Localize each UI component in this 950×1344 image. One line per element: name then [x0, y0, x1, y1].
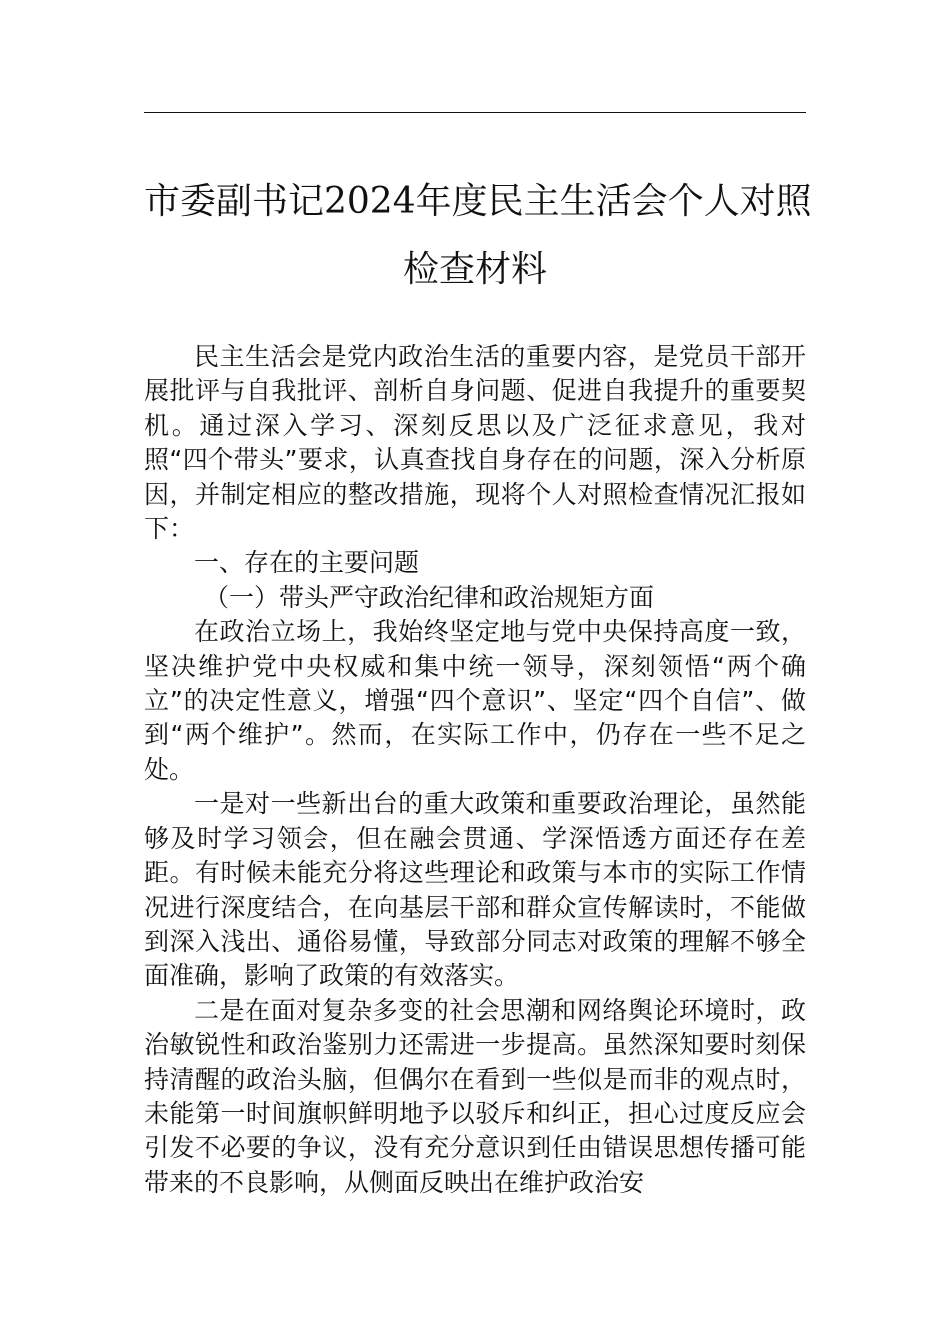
document-title: 市委副书记2024年度民主生活会个人对照	[144, 181, 812, 222]
subsection-heading: （一）带头严守政治纪律和政治规矩方面	[204, 582, 655, 612]
body-paragraph: 在政治立场上，我始终坚定地与党中央保持高度一致，坚决维护党中央权威和集中统一领导，深刻领悟“两个确立”的决定性意义，增强“四个意识”、坚定“四个自信”、做到“两个维护”。然而，在实际工作中，仍存在一些不足之处。	[144, 617, 806, 784]
section-heading: 一、存在的主要问题	[194, 548, 420, 578]
body-paragraph: 二是在面对复杂多变的社会思潮和网络舆论环境时，政治敏锐性和政治鉴别力还需进一步提高。虽然深知要时刻保持清醒的政治头脑，但偶尔在看到一些似是而非的观点时，未能第一时间旗帜鲜明地予以驳斥和纠正，担心过度反应会引发不必要的争议，没有充分意识到任由错误思想传播可能带来的不良影响，从侧面反映出在维护政治安	[144, 995, 806, 1197]
body-paragraph: 一是对一些新出台的重大政策和重要政治理论，虽然能够及时学习领会，但在融会贯通、学深悟透方面还存在差距。有时候未能充分将这些理论和政策与本市的实际工作情况进行深度结合，在向基层干部和群众宣传解读时，不能做到深入浅出、通俗易懂，导致部分同志对政策的理解不够全面准确，影响了政策的有效落实。	[144, 789, 806, 991]
document-body	[144, 340, 806, 1200]
document-title-continued: 检查材料	[402, 249, 547, 290]
intro-paragraph: 民主生活会是党内政治生活的重要内容，是党员干部开展批评与自我批评、剖析自身问题、促进自我提升的重要契机。通过深入学习、深刻反思以及广泛征求意见，我对照“四个带头”要求，认真查找自身存在的问题，深入分析原因，并制定相应的整改措施，现将个人对照检查情况汇报如下：	[144, 342, 806, 544]
header-rule	[144, 112, 806, 113]
